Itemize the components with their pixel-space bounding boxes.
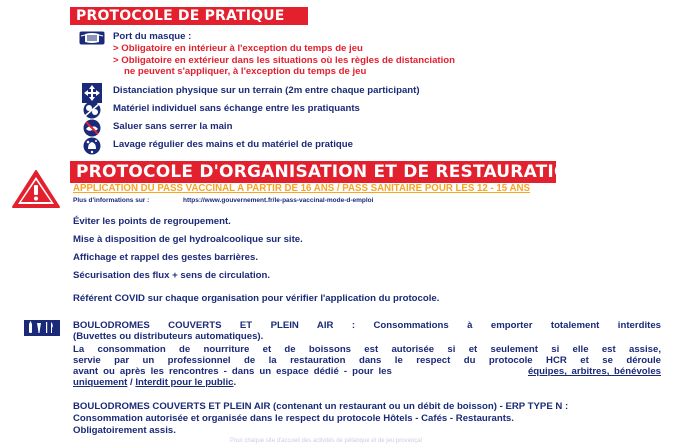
boulodromes-p3-l2: Consommation autorisée et organisée dans le respect du protocole Hôtels - Cafés - Restaurants. <box>73 413 514 424</box>
hand-washing-icon <box>82 137 102 155</box>
section-title-pratique: PROTOCOLE DE PRATIQUE <box>70 7 308 25</box>
equipment-icon <box>82 101 102 119</box>
warning-icon <box>11 169 61 209</box>
boulodromes-p2-l1: La consommation de nourriture et de boissons est autorisée si et seulement si elle est assise, <box>73 344 661 355</box>
forbidden-public-text: Interdit pour le public <box>135 377 234 388</box>
boulodromes-p1-l1: BOULODROMES COUVERTS ET PLEIN AIR : Consommations à emporter totalement interdites <box>73 320 661 331</box>
rule-distancing: Distanciation physique sur un terrain (2m entre chaque participant) <box>113 85 420 96</box>
org-item-gathering: Éviter les points de regroupement. <box>73 216 231 227</box>
boulodromes-p1-l2: (Buvettes ou distributeurs automatiques). <box>73 331 264 342</box>
boulodromes-p2-l2: servie par un professionnel de la restauration dans le respect du protocole HCR et se déroule <box>73 355 661 366</box>
teams-referees-volunteers-link: équipes, arbitres, bénévoles <box>527 366 661 377</box>
no-handshake-icon <box>82 119 102 137</box>
footer-note: Pour chaque site d'accueil des activités de pétanque et de jeu provençal <box>230 438 422 444</box>
info-label: Plus d'informations sur : <box>73 197 150 204</box>
boulodromes-p2-l3-text: avant ou après les rencontres - dans un espace dédié - pour les <box>73 366 392 377</box>
mask-rule-outdoor-cont: ne peuvent s'appliquer, à l'exception du temps de jeu <box>124 66 367 77</box>
org-item-covid-referent: Référent COVID sur chaque organisation pour vérifier l'application du protocole. <box>73 293 440 304</box>
pass-vaccinal-banner: APPLICATION DU PASS VACCINAL A PARTIR DE 16 ANS / PASS SANITAIRE POUR LES 12 - 15 ANS <box>73 183 530 194</box>
mask-rule-outdoor: > Obligatoire en extérieur dans les situations où les règles de distanciation <box>113 55 456 66</box>
rule-no-handshake: Saluer sans serrer la main <box>113 121 233 132</box>
org-item-barrier-gestures: Affichage et rappel des gestes barrières. <box>73 252 259 263</box>
food-drink-icon <box>24 320 60 336</box>
mask-rule-indoor: > Obligatoire en intérieur à l'exception du temps de jeu <box>113 43 363 54</box>
only-text: uniquement <box>73 377 128 388</box>
period: . <box>233 377 237 388</box>
info-link[interactable]: https://www.gouvernement.fr/le-pass-vaccinal-mode-d-emploi <box>183 197 374 204</box>
face-mask-icon <box>79 31 105 45</box>
distancing-icon <box>82 83 102 103</box>
boulodromes-p2-l4 <box>73 377 236 389</box>
org-item-flow: Sécurisation des flux + sens de circulation. <box>73 270 271 281</box>
boulodromes-p3-l1: BOULODROMES COUVERTS ET PLEIN AIR (contenant un restaurant ou un débit de boisson) - ERP TYPE N : <box>73 401 569 412</box>
rule-hand-washing: Lavage régulier des mains et du matériel de pratique <box>113 139 353 150</box>
org-item-gel: Mise à disposition de gel hydroalcoolique sur site. <box>73 234 303 245</box>
section-title-organisation: PROTOCOLE D'ORGANISATION ET DE RESTAURATION <box>70 161 556 183</box>
separator: / <box>127 377 136 388</box>
boulodromes-p3-l3: Obligatoirement assis. <box>73 425 176 436</box>
mask-title: Port du masque : <box>113 31 192 42</box>
rule-individual-equipment: Matériel individuel sans échange entre les pratiquants <box>113 103 360 114</box>
